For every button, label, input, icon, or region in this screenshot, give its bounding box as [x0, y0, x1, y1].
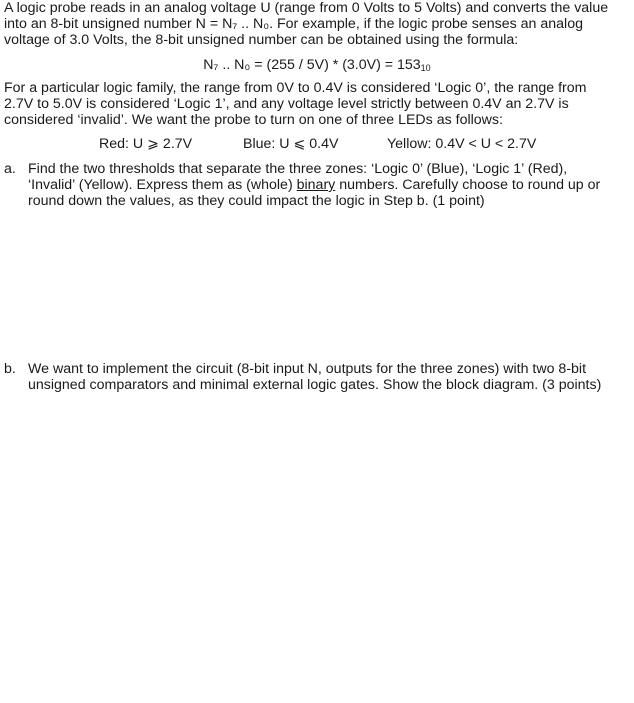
- conversion-formula: [0, 57, 634, 73]
- question-b-line-2: unsigned comparators and minimal external logic gates. Show the block diagram. (3 points): [28, 377, 602, 393]
- question-b-text: [28, 361, 601, 393]
- question-a-line-2-start: ‘Invalid’ (Yellow). Express them as (whole): [28, 177, 297, 193]
- led-conditions: [0, 136, 634, 154]
- formula-expression: N₇ .. N₀ = (255 / 5V) * (3.0V) = 153: [203, 57, 421, 73]
- question-b-line-1: We want to implement the circuit (8-bit input N, outputs for the three zones) with two 8-bit: [28, 361, 587, 377]
- intro-line-3: voltage of 3.0 Volts, the 8-bit unsigned number can be obtained using the formula:: [4, 32, 519, 48]
- family-line-1: For a particular logic family, the range from 0V to 0.4V is considered ‘Logic 0’, the range from: [4, 80, 587, 96]
- led-blue-condition: Blue: U ⩽ 0.4V: [243, 136, 339, 152]
- led-red-condition: Red: U ⩾ 2.7V: [99, 136, 193, 152]
- question-a-label: a.: [4, 161, 16, 177]
- question-a-line-1: Find the two thresholds that separate the three zones: ‘Logic 0’ (Blue), ‘Logic 1’ (Red),: [28, 161, 568, 177]
- family-line-2: 2.7V to 5.0V is considered ‘Logic 1’, and any voltage level strictly between 0.4V an 2.7V is: [4, 96, 569, 112]
- binary-underlined-word: binary: [296, 177, 336, 193]
- question-b: [4, 361, 630, 397]
- family-line-3: considered ‘invalid’. We want the probe to turn on one of three LEDs as follows:: [4, 112, 503, 128]
- question-a-text: [28, 161, 600, 209]
- intro-paragraph: [4, 0, 630, 48]
- question-a-line-3: round down the values, as they could impact the logic in Step b. (1 point): [28, 193, 485, 209]
- question-a: [4, 161, 630, 213]
- formula-base: 10: [420, 63, 431, 73]
- question-a-line-2: [28, 177, 600, 193]
- intro-line-2: into an 8-bit unsigned number N = N₇ .. N₀. For example, if the logic probe senses an analog: [4, 16, 583, 32]
- question-b-label: b.: [4, 361, 16, 377]
- logic-family-paragraph: [4, 80, 630, 128]
- question-a-line-2-end: numbers. Carefully choose to round up or: [335, 177, 601, 193]
- led-yellow-condition: Yellow: 0.4V < U < 2.7V: [387, 136, 537, 152]
- intro-line-1: A logic probe reads in an analog voltage U (range from 0 Volts to 5 Volts) and converts the value: [4, 0, 609, 16]
